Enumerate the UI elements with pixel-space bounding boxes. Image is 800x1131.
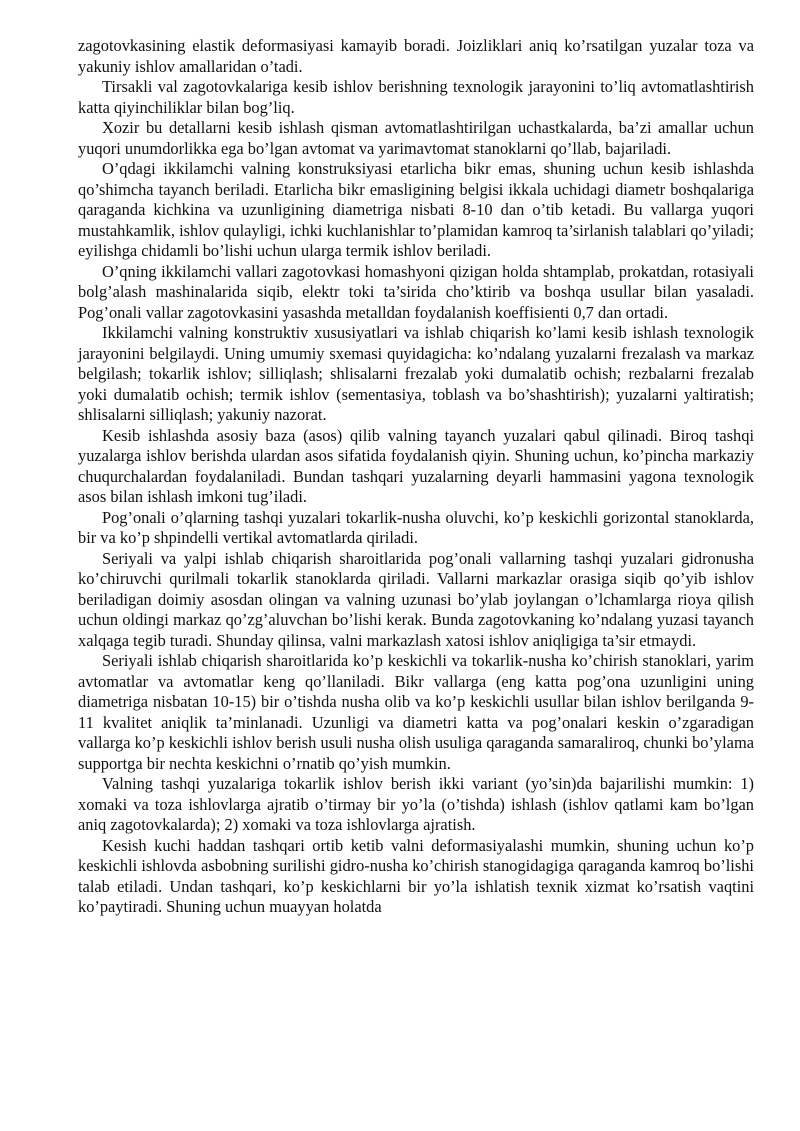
paragraph-cutting-force: Kesish kuchi haddan tashqari ortib ketib valni deformasiyalashi mumkin, shuning uchun ko’p keskichli ishlovda asbobning surilishi gidro-nusha ko’chirish stanogidagiga qaraganda kamroq bo’lishi talab etiladi. Undan tashqari, ko’p keskichlarni bir yo’la ishlatish texnik xizmat ko’rsatish vaqtini ko’paytiradi. Shuning uchun muayyan holatda <box>78 835 754 916</box>
paragraph-blank-manufacturing: O’qning ikkilamchi vallari zagotovkasi homashyoni qizigan holda shtamplab, prokatdan, rotasiyali bolg’alash mashinalarida siqib, elektr toki ta’sirida cho’ktirib va boshqa usullar bilan yasaladi. Pog’onali vallar zagotovkasini yasashda metalldan foydalanish koeffisienti 0,7 dan ortadi. <box>78 261 754 322</box>
paragraph-secondary-shaft-construction: O’qdagi ikkilamchi valning konstruksiyasi etarlicha bikr emas, shuning uchun kesib ishlashda qo’shimcha tayanch beriladi. Etarlicha bikr emasligining belgisi ikkala uchidagi diametr boshqalariga qaraganda kichkina va uzunligining diametriga nisbati 8-10 dan o’tib ketadi. Bu vallarga yuqori mustahkamlik, ishlov qulayligi, ichki kuchlanishlar to’plamidan kamroq ta’sirlanish talablari qo’yiladi; eyilishga chidamli bo’lishi uchun ularga termik ishlov beriladi. <box>78 159 754 260</box>
paragraph-current-practice: Xozir bu detallarni kesib ishlash qisman avtomatlashtirilgan uchastkalarda, ba’zi amallar uchun yuqori unumdorlikka ega bo’lgan avtomat va yarimavtomat stanoklarni qo’llab, bajariladi. <box>78 118 754 158</box>
paragraph-process-scheme: Ikkilamchi valning konstruktiv xususiyatlari va ishlab chiqarish ko’lami kesib ishlash texnologik jarayonini belgilaydi. Uning umumiy sxemasi quyidagicha: ko’ndalang yuzalarni frezalash va markaz belgilash; tokarlik ishlov; silliqlash; shlisalarni frezalab yoki dumalatib ochish; rezbalarni frezalab yoki dumalatib ochish; termik ishlov (sementasiya, toblash va bo’shashtirish); yuzalarni yaltiratish; shlisalarni silliqlash; yakuniy nazorat. <box>78 323 754 424</box>
document-page <box>78 36 754 918</box>
paragraph-serial-production: Seriyali va yalpi ishlab chiqarish sharoitlarida pog’onali vallarning tashqi yuzalari gidronusha ko’chiruvchi qurilmali tokarlik stanoklarda qiriladi. Vallarni markazlar orasiga siqib qo’yib ishlov beriladigan doimiy asosdan olingan va valning uzunasi bo’ylab joylangan o’lchamlarga rioya qilish uchun oldingi markaz qo’zg’aluvchan bo’lishi kerak. Bunda zagotovkaning ko’ndalang yuzasi tayanch xalqaga tegib turadi. Shunday qilinsa, valni markazlash xatosi ishlov aniqligiga ta’sir etmaydi. <box>78 548 754 650</box>
paragraph-automation-difficulty: Tirsakli val zagotovkalariga kesib ishlov berishning texnologik jarayonini to’liq avtomatlashtirish katta qiyinchiliklar bilan bog’liq. <box>78 77 754 117</box>
paragraph-machining-base: Kesib ishlashda asosiy baza (asos) qilib valning tayanch yuzalari qabul qilinadi. Biroq tashqi yuzalarga ishlov berishda ulardan asos sifatida foydalanish qiyin. Shuning uchun, ko’pincha markaziy chuqurchalardan foydalaniladi. Bundan tashqari yuzalarning deyarli hammasini yagona texnologik asos bilan ishlash imkoni tug’iladi. <box>78 425 754 506</box>
paragraph-multi-cutter-machines: Seriyali ishlab chiqarish sharoitlarida ko’p keskichli va tokarlik-nusha ko’chirish stanoklari, yarim avtomatlar va avtomatlar keng qo’llaniladi. Bikr vallarga (eng katta pog’ona uzunligini uning diametriga nisbatan 10-15) bir o’tishda nusha olib va ko’p keskichli usullar bilan ishlov berilganda 9-11 kvalitet aniqlik ta’minlanadi. Uzunligi va diametri katta va pog’onalari keskin o’zgaradigan vallarga ko’p keskichli ishlov berish usuli nusha olish usuliga qaraganda samaraliroq, chunki bo’ylama supportga bir nechta keskichni o’rnatib qo’yish mumkin. <box>78 651 754 773</box>
paragraph-outer-surfaces: Pog’onali o’qlarning tashqi yuzalari tokarlik-nusha oluvchi, ko’p keskichli gorizontal stanoklarda, bir va ko’p shpindelli vertikal avtomatlarda qiriladi. <box>78 507 754 547</box>
paragraph-continuation: zagotovkasining elastik deformasiyasi kamayib boradi. Joizliklari aniq ko’rsatilgan yuzalar toza va yakuniy ishlov amallaridan o’tadi. <box>78 36 754 76</box>
paragraph-turning-variants: Valning tashqi yuzalariga tokarlik ishlov berish ikki variant (yo’sin)da bajarilishi mumkin: 1) xomaki va toza ishlovlarga ajratib o’tirmay bir yo’la (o’tishda) ishlash (ishlov qatlami kam bo’lgan aniq zagotovkalarda); 2) xomaki va toza ishlovlarga ajratish. <box>78 774 754 834</box>
